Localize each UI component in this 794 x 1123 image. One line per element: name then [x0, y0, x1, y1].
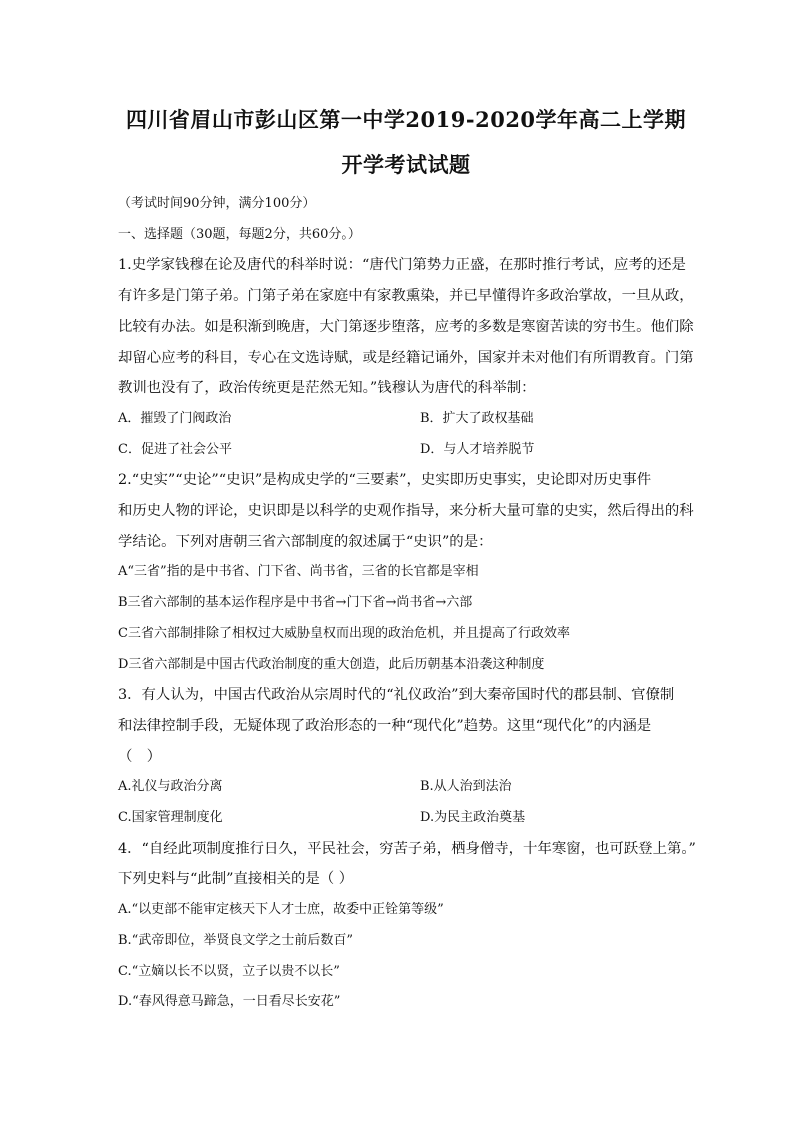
question-stem-line: 学结论。下列对唐朝三省六部制度的叙述属于“史识”的是：	[118, 533, 493, 550]
question-stem-line: 4．“自经此项制度推行日久，平民社会，穷苦子弟，栖身僧寺，十年寒窗，也可跃登上第。”	[118, 840, 696, 857]
option-row	[118, 772, 694, 803]
option-row	[118, 404, 694, 435]
question-stem-line: 教训也没有了，政治传统更是茫然无知。”钱穆认为唐代的科举制：	[118, 380, 536, 397]
option-c: C．促进了社会公平	[118, 441, 232, 457]
option-d: D三省六部制是中国古代政治制度的重大创造，此后历朝基本沿袭这种制度	[118, 656, 545, 672]
option-b: B.从人治到法治	[420, 779, 512, 795]
question-3	[118, 680, 694, 834]
option-c: C三省六部制排除了相权过大威胁皇权而出现的政治危机，并且提高了行政效率	[118, 625, 570, 641]
question-stem-line: 下列史料与“此制”直接相关的是（ ）	[118, 871, 354, 888]
option-d: D.“春风得意马蹄急，一日看尽长安花”	[118, 994, 341, 1010]
question-1	[118, 250, 694, 465]
question-stem-line: 比较有办法。如是积渐到晚唐，大门第逐步堕落，应考的多数是寒窗苦读的穷书生。他们除	[118, 318, 694, 335]
option-a: A“三省”指的是中书省、门下省、尚书省，三省的长官都是宰相	[118, 564, 479, 580]
question-stem-line: 2.“史实”“史论”“史识”是构成史学的“三要素”，史实即历史事实，史论即对历史事件	[118, 472, 652, 489]
option-d: D.为民主政治奠基	[420, 810, 526, 826]
option-row	[118, 803, 694, 834]
option-row	[118, 435, 694, 466]
section-heading: 一、选择题（30题，每题2分，共60分。）	[118, 226, 361, 242]
question-stem-line: 和法律控制手段，无疑体现了政治形态的一种“现代化”趋势。这里“现代化”的内涵是	[118, 717, 652, 734]
option-d: D．与人才培养脱节	[420, 441, 535, 457]
document-title-line-2: 开学考试试题	[341, 152, 471, 177]
question-4	[118, 834, 694, 1018]
question-stem-line: 却留心应考的科目，专心在文选诗赋，或是经籍记诵外，国家并未对他们有所谓教育。门第	[118, 349, 694, 366]
question-stem-line: 3．有人认为，中国古代政治从宗周时代的“礼仪政治”到大秦帝国时代的郡县制、官僚制	[118, 687, 675, 704]
option-a: A.礼仪与政治分离	[118, 779, 223, 795]
option-a: A．摧毁了门阀政治	[118, 410, 232, 426]
option-c: C.“立嫡以长不以贤，立子以贵不以长”	[118, 963, 340, 979]
option-c: C.国家管理制度化	[118, 810, 223, 826]
question-2	[118, 465, 694, 680]
question-stem-line: 1.史学家钱穆在论及唐代的科举时说：“唐代门第势力正盛，在那时推行考试，应考的还是	[118, 257, 686, 274]
option-b: B三省六部制的基本运作程序是中书省→门下省→尚书省→六部	[118, 595, 473, 611]
document-title-line-1: 四川省眉山市彭山区第一中学2019-2020学年高二上学期	[125, 107, 687, 132]
option-a: A.“以吏部不能审定核天下人才士庶，故委中正铨第等级”	[118, 902, 444, 918]
question-stem-line: 有许多是门第子弟。门第子弟在家庭中有家教熏染，并已早懂得许多政治掌故，一旦从政，	[118, 288, 694, 305]
option-b: B．扩大了政权基础	[420, 410, 534, 426]
option-b: B.“武帝即位，举贤良文学之士前后数百”	[118, 932, 353, 948]
question-stem-line: 和历史人物的评论，史识即是以科学的史观作指导，来分析大量可靠的史实，然后得出的科	[118, 503, 694, 520]
exam-info: （考试时间90分钟，满分100分）	[118, 196, 316, 211]
question-stem-line: （ ）	[118, 748, 162, 765]
